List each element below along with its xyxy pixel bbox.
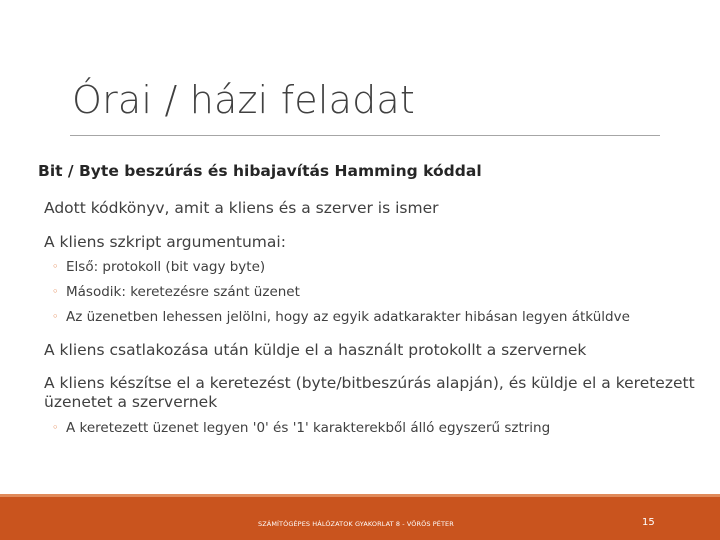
footer-bar xyxy=(0,497,720,540)
bullet-icon: ◦ xyxy=(52,421,59,434)
list-item: A kliens készítse el a keretezést (byte/bitbeszúrás alapján), és küldje el a keretezett üzenetet a szervernek xyxy=(44,374,695,411)
sub-list-item: ◦ Első: protokoll (bit vagy byte) xyxy=(52,259,266,275)
section-heading: Bit / Byte beszúrás és hibajavítás Hamming kóddal xyxy=(38,162,482,180)
bullet-icon: ◦ xyxy=(52,260,59,273)
title-divider xyxy=(70,135,660,136)
bullet-icon: ◦ xyxy=(52,310,59,323)
list-item: A kliens csatlakozása után küldje el a használt protokollt a szervernek xyxy=(44,341,587,359)
footer-text: SZÁMÍTÓGÉPES HÁLÓZATOK GYAKORLAT 8 - VÖRÖS PÉTER xyxy=(258,520,454,528)
page-number: 15 xyxy=(642,517,655,528)
sub-list-item: ◦ Az üzenetben lehessen jelölni, hogy az egyik adatkarakter hibásan legyen átküldve xyxy=(52,309,630,325)
slide-content xyxy=(38,158,718,438)
slide-title: Órai / házi feladat xyxy=(72,78,415,122)
list-item: A kliens szkript argumentumai: xyxy=(44,233,286,251)
sub-list-item: ◦ Második: keretezésre szánt üzenet xyxy=(52,284,300,300)
sub-list-item: ◦ A keretezett üzenet legyen '0' és '1' karakterekből álló egyszerű sztring xyxy=(52,420,551,436)
bullet-icon: ◦ xyxy=(52,285,59,298)
list-item: Adott kódkönyv, amit a kliens és a szerver is ismer xyxy=(44,199,439,217)
